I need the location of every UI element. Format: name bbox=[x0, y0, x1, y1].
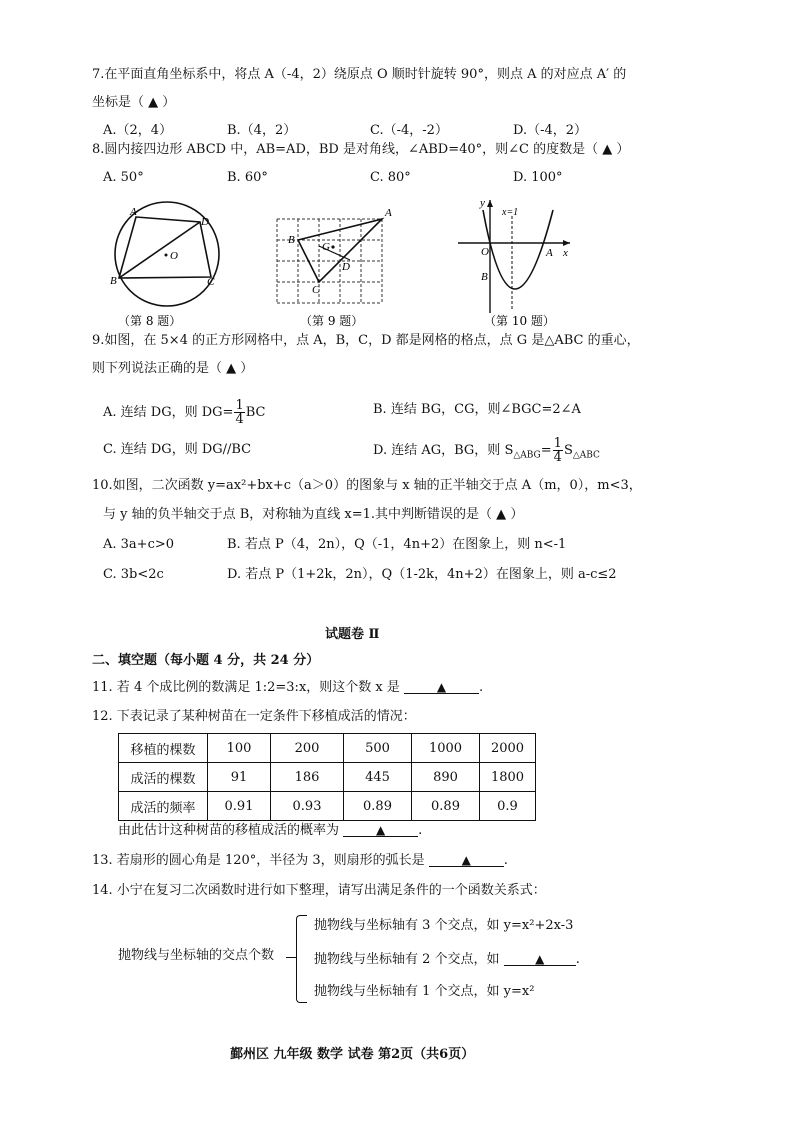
q8-option-c: C. 80° bbox=[370, 170, 411, 185]
q12-after: 由此估计这种树苗的移植成活的概率为 ▲ . bbox=[118, 823, 423, 838]
q14-left-label: 抛物线与坐标轴的交点个数 bbox=[118, 948, 275, 963]
table-cell: 445 bbox=[344, 763, 412, 792]
table-cell: 2000 bbox=[480, 734, 536, 763]
q9-line2: 则下列说法正确的是（ ▲ ） bbox=[92, 361, 254, 376]
q11: 11. 若 4 个成比例的数满足 1:2=3:x，则这个数 x 是 ▲ . bbox=[92, 680, 484, 695]
fig8-label-a: A bbox=[130, 206, 137, 218]
fig8-label-c: C bbox=[207, 276, 215, 288]
fig9-label-c: C bbox=[312, 284, 320, 296]
fig9-label-d: D bbox=[342, 261, 350, 273]
table-cell: 100 bbox=[208, 734, 271, 763]
q9-option-b: B. 连结 BG，CG，则∠BGC=2∠A bbox=[373, 402, 581, 417]
table-cell: 成活的频率 bbox=[119, 792, 208, 821]
q13-answer-blank[interactable]: ▲ bbox=[429, 851, 504, 867]
table-row bbox=[119, 734, 536, 763]
fig8-caption: （第 8 题） bbox=[118, 314, 182, 328]
part-title: 试题卷 Ⅱ bbox=[325, 627, 380, 642]
q8-line1: 8.圆内接四边形 ABCD 中，AB=AD，BD 是对角线，∠ABD=40°，则∠C 的度数是（ ▲ ） bbox=[92, 142, 630, 157]
q9-option-d: D. 连结 AG，BG，则 $S_{\triangle ABG}=$ $\frac{1}{4}$ $S_{\triangle ABC}$ bbox=[373, 436, 600, 465]
fig8-label-o: O bbox=[170, 250, 178, 262]
fig9-label-g: G bbox=[322, 241, 330, 253]
figure-10 bbox=[458, 198, 570, 328]
fig10-label-y: y bbox=[480, 198, 485, 209]
q8-option-b: B. 60° bbox=[227, 170, 268, 185]
q14: 14. 小宁在复习二次函数时进行如下整理，请写出满足条件的一个函数关系式： bbox=[92, 883, 546, 898]
q7-option-b: B.（4，2） bbox=[227, 123, 297, 138]
table-cell: 0.91 bbox=[208, 792, 271, 821]
q10-line2: 与 y 轴的负半轴交于点 B，对称轴为直线 x=1.其中判断错误的是（ ▲ ） bbox=[103, 507, 524, 522]
q9-option-a: A. 连结 DG，则 DG= $\frac{1}{4}$ BC bbox=[103, 398, 266, 427]
fraction-quarter-d: $\frac{1}{4}$ bbox=[553, 436, 562, 465]
q7-line1: 7.在平面直角坐标系中，将点 A（-4，2）绕原点 O 顺时针旋转 90°，则点 A 的对应点 A′ 的 bbox=[92, 67, 627, 82]
table-cell: 0.89 bbox=[412, 792, 480, 821]
q7-option-d: D.（-4，2） bbox=[513, 123, 588, 138]
table-cell: 500 bbox=[344, 734, 412, 763]
q13: 13. 若扇形的圆心角是 120°，半径为 3，则扇形的弧长是 ▲ . bbox=[92, 853, 508, 868]
table-cell: 91 bbox=[208, 763, 271, 792]
fig10-caption: （第 10 题） bbox=[484, 314, 555, 328]
page-footer: 鄞州区 九年级 数学 试卷 第2页（共6页） bbox=[230, 1047, 475, 1062]
figure-8 bbox=[110, 202, 219, 328]
q12-answer-blank[interactable]: ▲ bbox=[343, 821, 418, 837]
fig10-label-b: B bbox=[481, 271, 488, 283]
figure-9 bbox=[277, 207, 392, 328]
table-cell: 移植的棵数 bbox=[119, 734, 208, 763]
fig10-label-x1: x=1 bbox=[502, 207, 519, 218]
fig10-label-a: A bbox=[546, 247, 553, 259]
fig9-label-a: A bbox=[385, 207, 392, 219]
q10-option-d: D. 若点 P（1+2k，2n），Q（1-2k，4n+2）在图象上，则 a-c≤2 bbox=[227, 567, 617, 582]
q14-row3: 抛物线与坐标轴有 1 个交点，如 y=x² bbox=[314, 984, 535, 999]
fig8-label-d: D bbox=[201, 216, 209, 228]
fraction-quarter: $\frac{1}{4}$ bbox=[235, 398, 244, 427]
q10-line1: 10.如图，二次函数 y=ax²+bx+c（a＞0）的图象与 x 轴的正半轴交于点 A（m，0），m<3， bbox=[92, 478, 642, 493]
fig10-label-o: O bbox=[481, 246, 489, 258]
table-cell: 成活的棵数 bbox=[119, 763, 208, 792]
fig9-caption: （第 9 题） bbox=[300, 314, 364, 328]
table-row bbox=[119, 763, 536, 792]
fig9-label-b: B bbox=[288, 234, 295, 246]
q14-answer-blank[interactable]: ▲ bbox=[504, 950, 576, 966]
table-cell: 1000 bbox=[412, 734, 480, 763]
q11-answer-blank[interactable]: ▲ bbox=[404, 678, 479, 694]
q7-line2: 坐标是（ ▲ ） bbox=[92, 95, 176, 110]
q14-row2: 抛物线与坐标轴有 2 个交点，如 ▲ . bbox=[314, 952, 580, 967]
figures-row bbox=[100, 198, 600, 333]
survival-table bbox=[118, 733, 536, 821]
table-cell: 0.89 bbox=[344, 792, 412, 821]
q12: 12. 下表记录了某种树苗在一定条件下移植成活的情况： bbox=[92, 709, 416, 724]
q10-option-b: B. 若点 P（4，2n），Q（-1，4n+2）在图象上，则 n<-1 bbox=[227, 537, 567, 552]
q9-line1: 9.如图，在 5×4 的正方形网格中，点 A，B，C，D 都是网格的格点，点 G 是△ABC 的重心， bbox=[92, 333, 640, 348]
q7-option-a: A.（2，4） bbox=[103, 123, 173, 138]
table-cell: 0.9 bbox=[480, 792, 536, 821]
table-cell: 186 bbox=[271, 763, 344, 792]
q14-brace bbox=[296, 915, 307, 1003]
q14-row1: 抛物线与坐标轴有 3 个交点，如 y=x²+2x-3 bbox=[314, 918, 574, 933]
q10-option-a: A. 3a+c>0 bbox=[103, 537, 175, 552]
table-row bbox=[119, 792, 536, 821]
q14-connector bbox=[286, 957, 296, 958]
q8-option-a: A. 50° bbox=[103, 170, 144, 185]
table-cell: 890 bbox=[412, 763, 480, 792]
table-cell: 0.93 bbox=[271, 792, 344, 821]
q8-option-d: D. 100° bbox=[513, 170, 563, 185]
section-heading: 二、填空题（每小题 4 分，共 24 分） bbox=[92, 653, 320, 668]
q7-option-c: C.（-4，-2） bbox=[370, 123, 448, 138]
table-cell: 1800 bbox=[480, 763, 536, 792]
fig8-label-b: B bbox=[110, 275, 117, 287]
fig10-label-x: x bbox=[563, 247, 568, 259]
table-cell: 200 bbox=[271, 734, 344, 763]
q10-option-c: C. 3b<2c bbox=[103, 567, 164, 582]
q9-option-c: C. 连结 DG，则 DG//BC bbox=[103, 442, 252, 457]
